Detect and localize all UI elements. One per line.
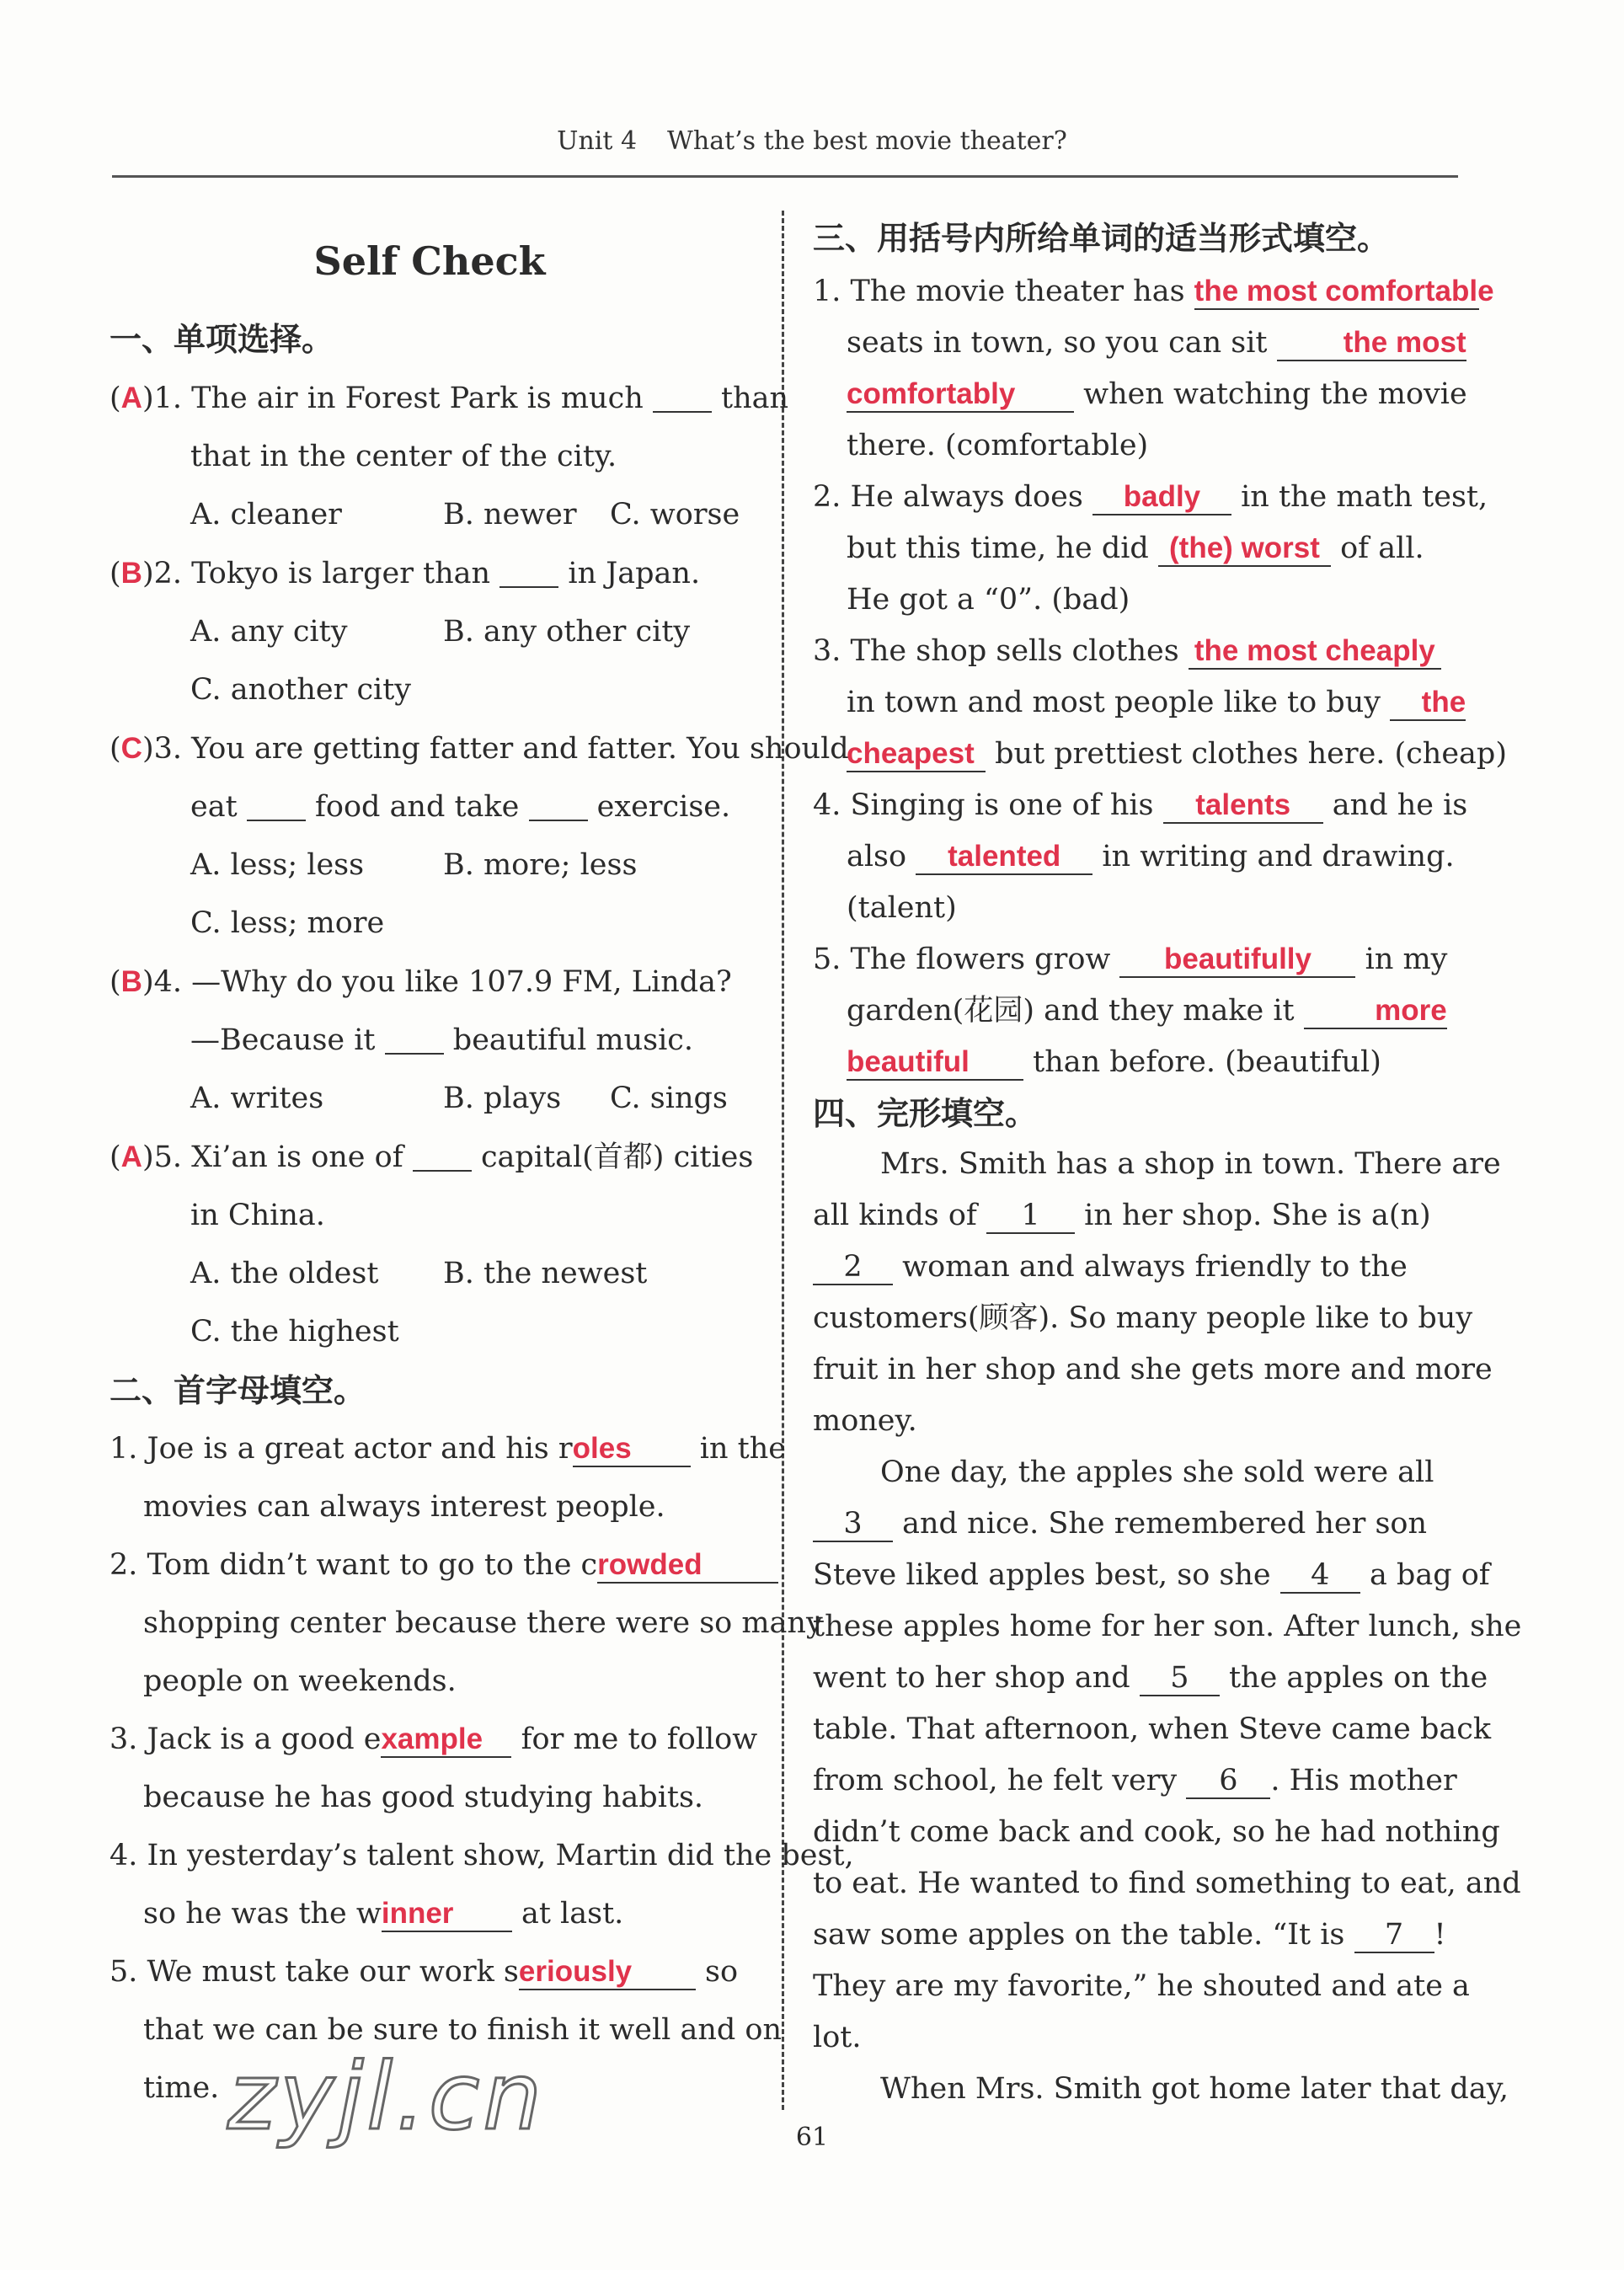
option-c[interactable]: C. less; more <box>190 906 385 940</box>
answer-blank[interactable] <box>499 558 558 588</box>
question-text: He always does <box>850 480 1083 514</box>
column-divider <box>782 211 784 2110</box>
unit-label: Unit 4 <box>557 126 638 156</box>
paren: ) <box>142 732 154 766</box>
mc-answer-5: A <box>120 1140 142 1173</box>
cloze-text <box>813 1755 1457 1807</box>
answer-blank[interactable] <box>529 791 588 821</box>
options <box>110 603 750 661</box>
paren: ( <box>110 732 121 766</box>
cloze-text: fruit in her shop and she gets more and more <box>813 1353 1493 1386</box>
page-number: 61 <box>795 2123 829 2152</box>
paren: ( <box>110 382 121 415</box>
fill-question-2 <box>110 1536 750 1594</box>
question-text <box>813 985 1457 1037</box>
cloze-text: ! <box>1434 1918 1446 1952</box>
question-text: in Japan. <box>568 557 701 590</box>
cloze-text: a bag of <box>1369 1558 1490 1592</box>
question-number: 3. <box>153 732 182 766</box>
question-number: 1. <box>153 382 182 415</box>
cloze-text: . His mother <box>1270 1764 1457 1797</box>
option-c[interactable]: C. the highest <box>190 1315 399 1349</box>
cloze-heading: 四、完形填空。 <box>813 1095 1038 1132</box>
question-text: shopping center because there were so many <box>143 1606 823 1640</box>
section-title: Self Check <box>313 238 546 284</box>
question-text: that we can be sure to finish it well and on <box>143 2013 783 2047</box>
paren: ( <box>110 557 121 590</box>
word-question-4 <box>813 780 1468 831</box>
unit-title: What’s the best movie theater? <box>667 126 1067 156</box>
options <box>110 836 750 895</box>
word-answer: talented <box>948 840 1061 873</box>
cloze-number: 7 <box>1384 1918 1404 1952</box>
options <box>110 1245 750 1303</box>
answer-blank[interactable] <box>1158 531 1331 567</box>
mc-question-3 <box>110 719 849 778</box>
cloze-text: money. <box>813 1404 917 1438</box>
question-text: than before. (beautiful) <box>1033 1045 1381 1079</box>
answer-blank[interactable] <box>1189 634 1441 670</box>
question-text <box>110 1885 750 1943</box>
option-a[interactable]: A. less; less <box>190 848 365 882</box>
answer-blank[interactable] <box>1194 275 1494 310</box>
question-text: when watching the movie <box>1083 377 1467 411</box>
question-text: than <box>721 382 789 415</box>
cloze-text: table. That afternoon, when Steve came back <box>813 1712 1492 1746</box>
question-text: seats in town, so you can sit <box>847 326 1268 360</box>
question-number: 2. <box>813 480 841 514</box>
cloze-number: 5 <box>1170 1661 1189 1695</box>
question-text <box>813 677 1466 729</box>
cloze-text: to eat. He wanted to find something to eat, and <box>813 1867 1521 1900</box>
question-text <box>813 369 1467 420</box>
option-b[interactable]: B. the newest <box>443 1257 648 1290</box>
question-number: 4. <box>153 965 182 999</box>
question-text: Singing is one of his <box>850 788 1154 822</box>
question-text: garden(花园) and they make it <box>847 994 1295 1028</box>
fill-question-4 <box>110 1827 854 1885</box>
mc-question-2 <box>110 544 750 603</box>
cloze-number: 6 <box>1219 1764 1238 1797</box>
cloze-text <box>813 1242 1457 1293</box>
answer-blank[interactable] <box>1304 994 1447 1029</box>
paren: ) <box>142 965 154 999</box>
cloze-text <box>813 1909 1457 1961</box>
question-number: 2. <box>153 557 182 590</box>
answer-blank[interactable] <box>1277 326 1466 361</box>
cloze-text <box>813 1653 1488 1704</box>
question-text: You are getting fatter and fatter. You should <box>191 732 849 766</box>
right-column <box>813 211 1522 2115</box>
answer-blank[interactable] <box>247 791 306 821</box>
fill-answer-1: oles <box>572 1432 632 1465</box>
answer-blank[interactable] <box>597 1548 778 1584</box>
question-text: also <box>847 840 907 873</box>
word-answer: cheapest <box>847 737 975 770</box>
cloze-text: all kinds of <box>813 1199 977 1232</box>
mc-question-1 <box>110 369 789 428</box>
answer-blank[interactable] <box>381 1723 511 1758</box>
word-answer: badly <box>1123 480 1201 513</box>
option-b[interactable]: B. any other city <box>443 615 691 649</box>
question-number: 4. <box>813 788 841 822</box>
option-b[interactable]: B. more; less <box>443 848 638 882</box>
answer-blank[interactable] <box>1092 480 1231 515</box>
question-number: 5. <box>110 1955 138 1989</box>
options <box>110 1070 750 1128</box>
answer-blank[interactable] <box>916 840 1092 875</box>
option-a[interactable]: A. any city <box>190 615 348 649</box>
option-b[interactable]: B. newer <box>443 498 577 531</box>
cloze-text: One day, the apples she sold were all <box>880 1455 1434 1489</box>
mc-answer-1: A <box>120 382 142 414</box>
answer-blank[interactable] <box>413 1141 472 1172</box>
question-text: time. <box>143 2071 220 2105</box>
word-answer: the most comfortable <box>1194 275 1494 307</box>
question-text: We must take our work s <box>147 1955 519 1989</box>
paren: ( <box>110 965 121 999</box>
option-b[interactable]: B. plays <box>443 1082 562 1115</box>
word-form-heading: 三、用括号内所给单词的适当形式填空。 <box>813 220 1390 257</box>
cloze-text <box>813 1550 1490 1601</box>
question-text: that in the center of the city. <box>190 440 617 473</box>
paren: ) <box>142 557 154 590</box>
question-text: He got a “0”. (bad) <box>847 583 1130 617</box>
question-number: 4. <box>110 1839 138 1872</box>
cloze-blank-2[interactable] <box>813 1250 893 1285</box>
answer-blank[interactable] <box>573 1432 691 1467</box>
cloze-text <box>813 1190 1457 1242</box>
question-text: because he has good studying habits. <box>143 1781 704 1814</box>
mc-answer-3: C <box>120 732 142 765</box>
answer-blank[interactable] <box>1119 943 1355 978</box>
cloze-text: woman and always friendly to the <box>902 1250 1408 1284</box>
cloze-blank-1[interactable] <box>986 1199 1075 1234</box>
cloze-text: When Mrs. Smith got home later that day, <box>880 2072 1509 2106</box>
question-text: capital(首都) cities <box>480 1140 754 1174</box>
question-text: The flowers grow <box>850 943 1111 976</box>
option-c[interactable]: C. another city <box>190 673 412 707</box>
question-text <box>813 729 1507 780</box>
question-text <box>110 1012 750 1070</box>
answer-blank[interactable] <box>1163 788 1323 824</box>
word-question-2 <box>813 472 1488 523</box>
question-text: beautiful music. <box>452 1023 694 1057</box>
question-text: at last. <box>521 1897 624 1931</box>
paren: ) <box>142 382 154 415</box>
cloze-text: these apples home for her son. After lunch, she <box>813 1610 1522 1643</box>
fill-answer-4: inner <box>381 1897 454 1930</box>
question-text: so he was the w <box>143 1897 382 1931</box>
mc-answer-2: B <box>120 557 142 590</box>
cloze-text <box>813 1498 1457 1550</box>
question-text: Joe is a great actor and his r <box>147 1432 573 1466</box>
question-text <box>813 831 1457 883</box>
cloze-blank-4[interactable] <box>1280 1558 1360 1594</box>
question-text <box>813 318 1466 369</box>
question-text <box>110 778 750 836</box>
answer-blank[interactable] <box>847 737 986 772</box>
header-rule <box>112 175 1458 178</box>
mc-question-4 <box>110 953 750 1012</box>
word-answer: beautifully <box>1163 943 1311 975</box>
cloze-text: from school, he felt very <box>813 1764 1178 1797</box>
question-text: —Why do you like 107.9 FM, Linda? <box>191 965 732 999</box>
answer-blank[interactable] <box>653 382 712 413</box>
mc-question-5 <box>110 1128 754 1187</box>
cloze-text: the apples on the <box>1228 1661 1488 1695</box>
word-answer: talents <box>1195 788 1291 821</box>
word-answer: beautiful <box>847 1045 970 1078</box>
option-c[interactable]: C. worse <box>610 498 740 531</box>
word-answer: (the) worst <box>1169 531 1320 564</box>
fill-question-3 <box>110 1711 758 1769</box>
cloze-text: They are my favorite,” he shouted and ate a <box>813 1969 1470 2003</box>
fill-heading: 二、首字母填空。 <box>110 1372 366 1409</box>
word-answer: the most cheaply <box>1194 634 1435 667</box>
question-number: 3. <box>813 634 841 668</box>
question-text <box>813 1037 1457 1088</box>
question-text: —Because it <box>190 1023 376 1057</box>
question-number: 5. <box>153 1140 182 1174</box>
answer-blank[interactable] <box>847 377 1074 413</box>
question-text: The air in Forest Park is much <box>191 382 644 415</box>
word-question-5 <box>813 934 1457 985</box>
fill-answer-3: xample <box>381 1723 483 1755</box>
word-answer: comfortably <box>847 377 1016 410</box>
mc-answer-4: B <box>120 965 142 998</box>
question-number: 1. <box>110 1432 138 1466</box>
options <box>110 486 750 544</box>
question-text: Jack is a good e <box>147 1723 382 1756</box>
question-number: 2. <box>110 1548 138 1582</box>
question-text: and he is <box>1332 788 1468 822</box>
cloze-text: in her shop. She is a(n) <box>1084 1199 1431 1232</box>
question-text: In yesterday’s talent show, Martin did the best, <box>147 1839 854 1872</box>
question-text: (talent) <box>847 891 957 925</box>
cloze-text: didn’t come back and cook, so he had nothing <box>813 1815 1500 1849</box>
cloze-text: Mrs. Smith has a shop in town. There are <box>880 1147 1501 1181</box>
question-text: in China. <box>190 1199 325 1232</box>
cloze-number: 4 <box>1311 1558 1330 1592</box>
question-text: in the <box>699 1432 786 1466</box>
fill-question-1 <box>110 1420 786 1478</box>
question-number: 5. <box>813 943 841 976</box>
fill-question-5 <box>110 1943 750 2001</box>
question-text: but this time, he did <box>847 531 1149 565</box>
question-text: The movie theater has <box>850 275 1185 308</box>
fill-answer-5: eriously <box>518 1955 633 1988</box>
question-number: 1. <box>813 275 841 308</box>
question-text: exercise. <box>596 790 731 824</box>
cloze-text: went to her shop and <box>813 1661 1130 1695</box>
question-text: Xi’an is one of <box>191 1140 403 1174</box>
word-answer: the <box>1421 686 1466 718</box>
question-text: so <box>705 1955 739 1989</box>
question-text: The shop sells clothes <box>850 634 1179 668</box>
word-question-1 <box>813 266 1494 318</box>
option-a[interactable]: A. cleaner <box>190 498 342 531</box>
word-answer: the most <box>1343 326 1466 359</box>
page-header <box>0 126 1624 156</box>
question-text: Tom didn’t want to go to the c <box>147 1548 598 1582</box>
question-text: food and take <box>314 790 520 824</box>
question-text: in the math test, <box>1241 480 1488 514</box>
cloze-number: 2 <box>843 1250 863 1284</box>
question-text: for me to follow <box>521 1723 758 1756</box>
cloze-text: lot. <box>813 2021 862 2054</box>
option-c[interactable]: C. sings <box>610 1082 728 1115</box>
question-text: in writing and drawing. <box>1102 840 1455 873</box>
question-text: of all. <box>1340 531 1424 565</box>
cloze-text: customers(顾客). So many people like to buy <box>813 1301 1473 1335</box>
cloze-number: 1 <box>1021 1199 1040 1232</box>
option-a[interactable]: A. the oldest <box>190 1257 379 1290</box>
cloze-blank-6[interactable] <box>1186 1764 1270 1799</box>
cloze-text: and nice. She remembered her son <box>902 1507 1428 1541</box>
paren: ( <box>110 1140 121 1174</box>
question-number: 3. <box>110 1723 138 1756</box>
answer-blank[interactable] <box>847 1045 1023 1081</box>
answer-blank[interactable] <box>382 1897 512 1932</box>
word-question-3 <box>813 626 1457 677</box>
fill-answer-2: rowded <box>597 1548 702 1581</box>
answer-blank[interactable] <box>385 1024 444 1055</box>
question-text: there. (comfortable) <box>847 429 1149 462</box>
answer-blank[interactable] <box>519 1955 696 1990</box>
question-text: in town and most people like to buy <box>847 686 1381 719</box>
cloze-text: saw some apples on the table. “It is <box>813 1918 1345 1952</box>
question-text <box>813 523 1457 574</box>
cloze-blank-3[interactable] <box>813 1507 893 1542</box>
cloze-blank-7[interactable] <box>1354 1918 1434 1953</box>
question-text: eat <box>190 790 238 824</box>
word-answer: more <box>1375 994 1447 1027</box>
paren: ) <box>142 1140 154 1174</box>
question-text: movies can always interest people. <box>143 1490 665 1524</box>
mc-heading: 一、单项选择。 <box>110 321 334 358</box>
cloze-number: 3 <box>843 1507 863 1541</box>
option-a[interactable]: A. writes <box>190 1082 324 1115</box>
question-text: people on weekends. <box>143 1664 457 1698</box>
question-text: Tokyo is larger than <box>191 557 491 590</box>
question-text: but prettiest clothes here. (cheap) <box>995 737 1507 771</box>
cloze-blank-5[interactable] <box>1140 1661 1220 1696</box>
question-text: in my <box>1365 943 1448 976</box>
cloze-text: Steve liked apples best, so she <box>813 1558 1271 1592</box>
answer-blank[interactable] <box>1390 686 1466 721</box>
watermark: zyjl.cn <box>227 2043 546 2150</box>
